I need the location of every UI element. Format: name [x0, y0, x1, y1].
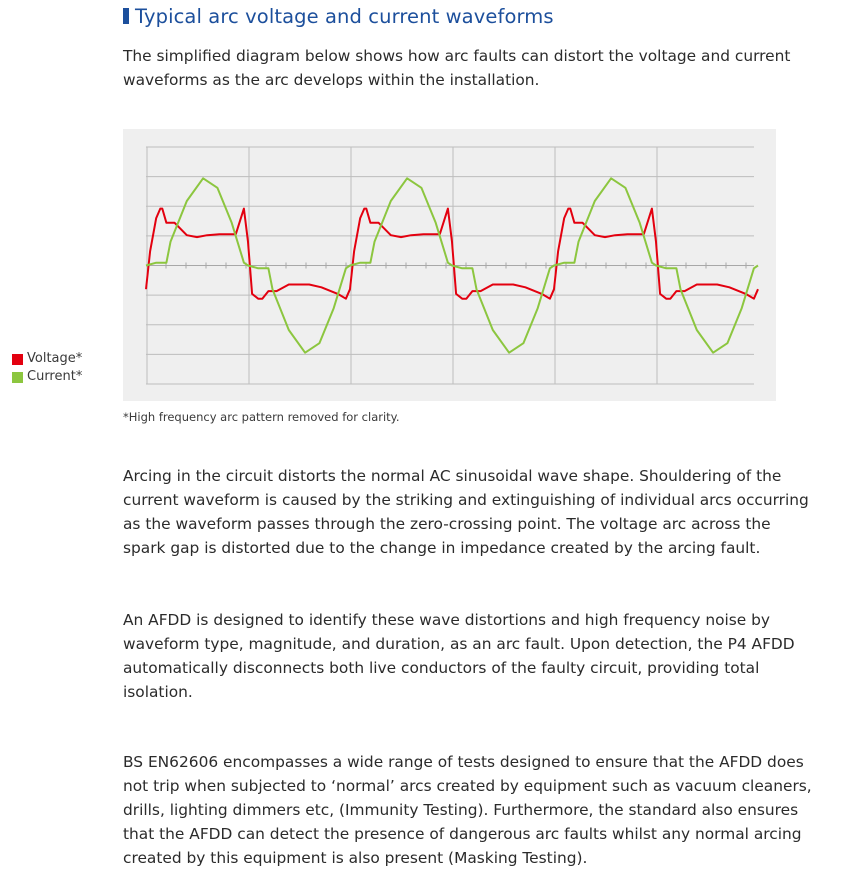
chart-footnote: *High frequency arc pattern removed for clarity.	[123, 410, 400, 424]
section-heading	[123, 4, 554, 30]
waveform-chart	[123, 129, 776, 401]
heading-bar-icon	[123, 8, 129, 24]
voltage-series-line	[146, 209, 758, 299]
chart-legend	[12, 350, 82, 386]
body-paragraph-3: BS EN62606 encompasses a wide range of tests designed to ensure that the AFDD does not trip when subjected to ‘normal’ arcs created by equipment such as vacuum cleaners, drills, lighting dimmers etc, (Immunity Testing). Furthermore, the standard also ensures that the AFDD can detect the presence of dangerous arc faults whilst any normal arcing created by this equipment is also present (Masking Testing).	[123, 753, 812, 867]
legend-label-current: Current*	[27, 369, 83, 384]
legend-label-voltage: Voltage*	[27, 351, 83, 366]
legend-item-current	[12, 368, 82, 386]
legend-swatch-current	[12, 372, 23, 383]
legend-swatch-voltage	[12, 354, 23, 365]
legend-item-voltage	[12, 350, 82, 368]
heading-text: Typical arc voltage and current waveforms	[135, 5, 554, 28]
waveform-chart-svg	[123, 129, 776, 401]
body-paragraph-1: Arcing in the circuit distorts the normal AC sinusoidal wave shape. Shouldering of the current waveform is caused by the striking and extinguishing of individual arcs occurring as the waveform passes through the zero-crossing point. The voltage arc across the spark gap is distorted due to the change in impedance created by the arcing fault.	[123, 467, 809, 557]
intro-paragraph: The simplified diagram below shows how arc faults can distort the voltage and current waveforms as the arc develops within the installation.	[123, 47, 791, 89]
body-paragraph-2: An AFDD is designed to identify these wave distortions and high frequency noise by waveform type, magnitude, and duration, as an arc fault. Upon detection, the P4 AFDD automatically disconnects both live conductors of the faulty circuit, providing total isolation.	[123, 611, 795, 701]
